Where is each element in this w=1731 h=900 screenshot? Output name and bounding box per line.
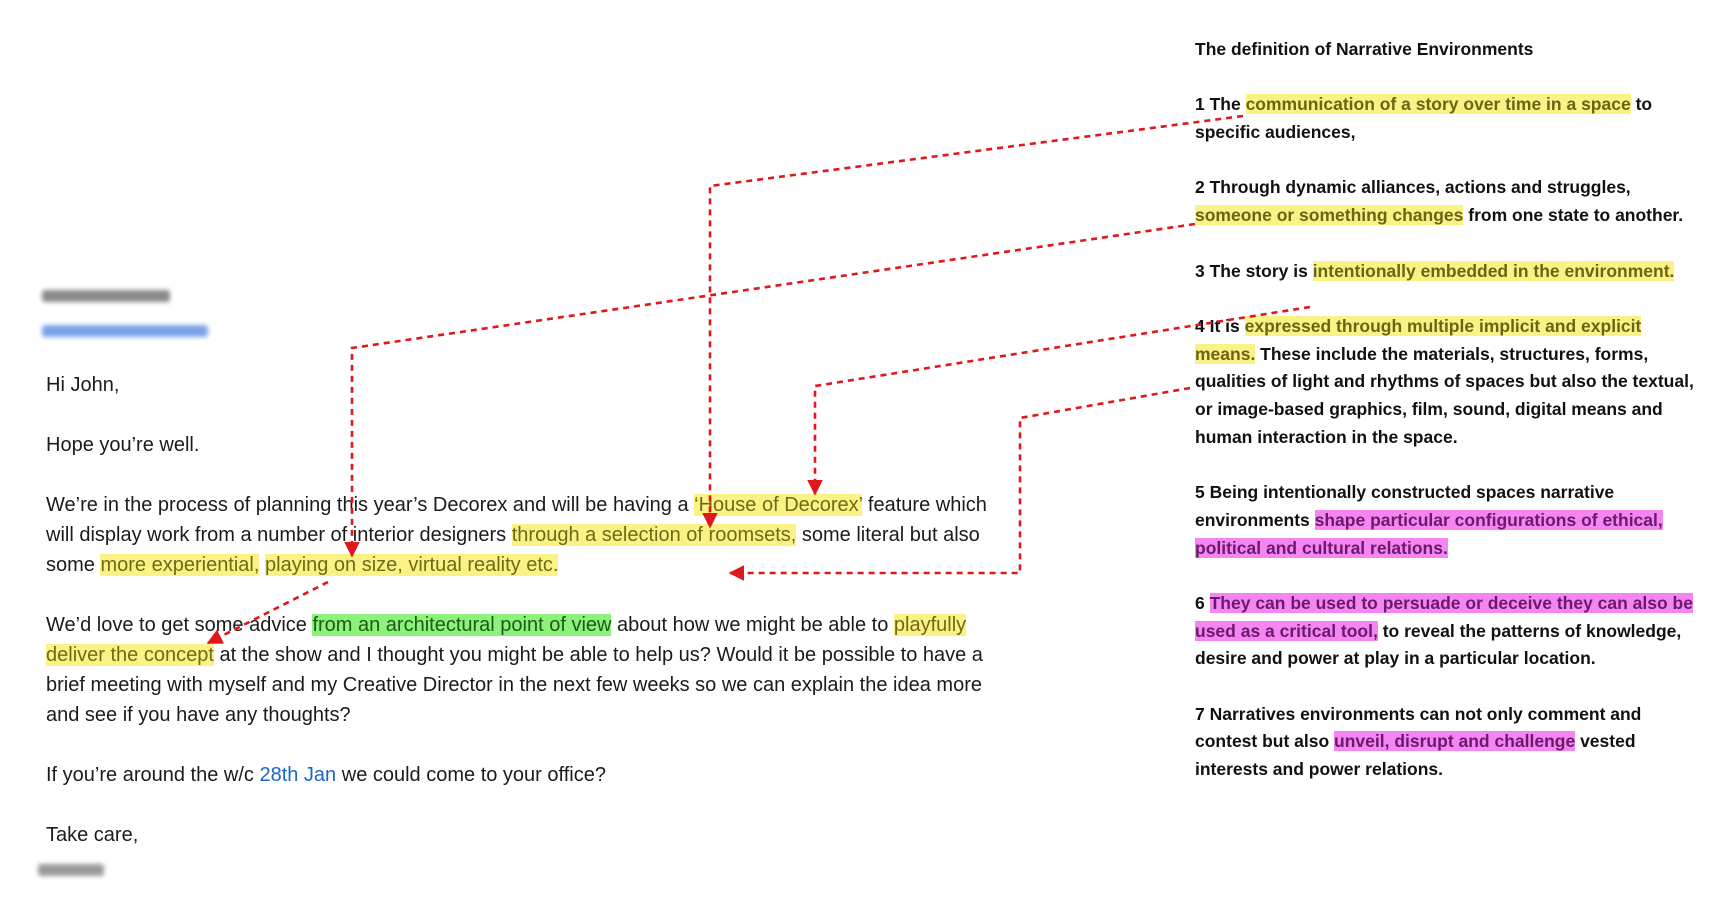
text: to reveal the patterns of knowledge, desire and power at play in a particular location. [1195, 620, 1682, 669]
highlight-def-2: someone or something changes [1195, 205, 1464, 226]
text: We’d love to get some advice [46, 614, 313, 636]
text: at the show and I thought you might be able to help us? Would it be possible to have a brief meeting with myself and my Creative Director in the next few weeks so we can explain the idea more and see if you have any thoughts? [46, 644, 983, 726]
highlight-def-7: unveil, disrupt and challenge [1334, 731, 1576, 752]
text: from one state to another. [1463, 205, 1684, 226]
text: some literal but also some [46, 524, 980, 576]
highlight-deliver-concept: playfully deliver the concept [46, 614, 967, 666]
definitions-panel [1195, 36, 1705, 812]
highlight-playing-on-size: playing on size, virtual reality etc. [265, 554, 559, 576]
text: about how we might be able to [611, 614, 894, 636]
definition-item [1195, 174, 1705, 229]
text: These include the materials, structures, forms, qualities of light and rhythms of spaces but also the textual, or image-based graphics, film, sound, digital means and human interaction in the space. [1195, 343, 1694, 447]
text: If you’re around the w/c [46, 764, 260, 786]
email-paragraph-3 [46, 760, 1006, 790]
highlight-more-experiential: more experiential, [100, 554, 260, 576]
text: 5 Being intentionally constructed spaces narrative environments [1195, 482, 1615, 530]
definition-item [1195, 258, 1705, 286]
highlight-def-3: intentionally embedded in the environment. [1312, 260, 1675, 281]
highlight-def-1: communication of a story over time in a space [1245, 94, 1631, 115]
redacted-sender-email[interactable] [42, 325, 208, 337]
email-greeting: Hi John, [46, 374, 120, 396]
email-paragraph-2 [46, 610, 1006, 730]
highlight-def-6: They can be used to persuade or deceive they can also be used as a critical tool, [1195, 592, 1693, 641]
text: 1 The [1195, 94, 1246, 115]
definition-item [1195, 91, 1705, 146]
text: 7 Narratives environments can not only comment and contest but also [1195, 703, 1642, 752]
definition-item [1195, 479, 1705, 562]
highlight-def-5: shape particular configurations of ethical, political and cultural relations. [1195, 509, 1663, 558]
email-paragraph-1 [46, 490, 1006, 580]
definition-item [1195, 313, 1705, 452]
text: 4 It is [1195, 315, 1245, 336]
redacted-signature [38, 864, 104, 876]
definition-item [1195, 701, 1705, 784]
text: to specific audiences, [1195, 94, 1653, 143]
text: vested interests and power relations. [1195, 731, 1636, 780]
highlight-roomsets: through a selection of roomsets, [511, 524, 797, 546]
text: We’re in the process of planning this year’s Decorex and will be having a [46, 494, 695, 516]
highlight-house-of-decorex: ‘House of Decorex’ [694, 494, 863, 516]
redacted-sender-name [42, 290, 170, 302]
text: 6 [1195, 592, 1210, 613]
email-body [46, 370, 1006, 850]
definition-item [1195, 590, 1705, 673]
text: 2 Through dynamic alliances, actions and struggles, [1195, 177, 1631, 198]
date-link[interactable]: 28th Jan [259, 764, 337, 786]
text: we could come to your office? [336, 764, 606, 786]
highlight-architectural-view: from an architectural point of view [312, 614, 612, 636]
text: feature which will display work from a number of interior designers [46, 494, 987, 546]
definitions-title: The definition of Narrative Environments [1195, 39, 1534, 59]
email-opening: Hope you’re well. [46, 434, 200, 456]
email-signoff: Take care, [46, 824, 139, 846]
highlight-def-4: expressed through multiple implicit and explicit means. [1195, 315, 1642, 364]
text: 3 The story is [1195, 260, 1313, 281]
